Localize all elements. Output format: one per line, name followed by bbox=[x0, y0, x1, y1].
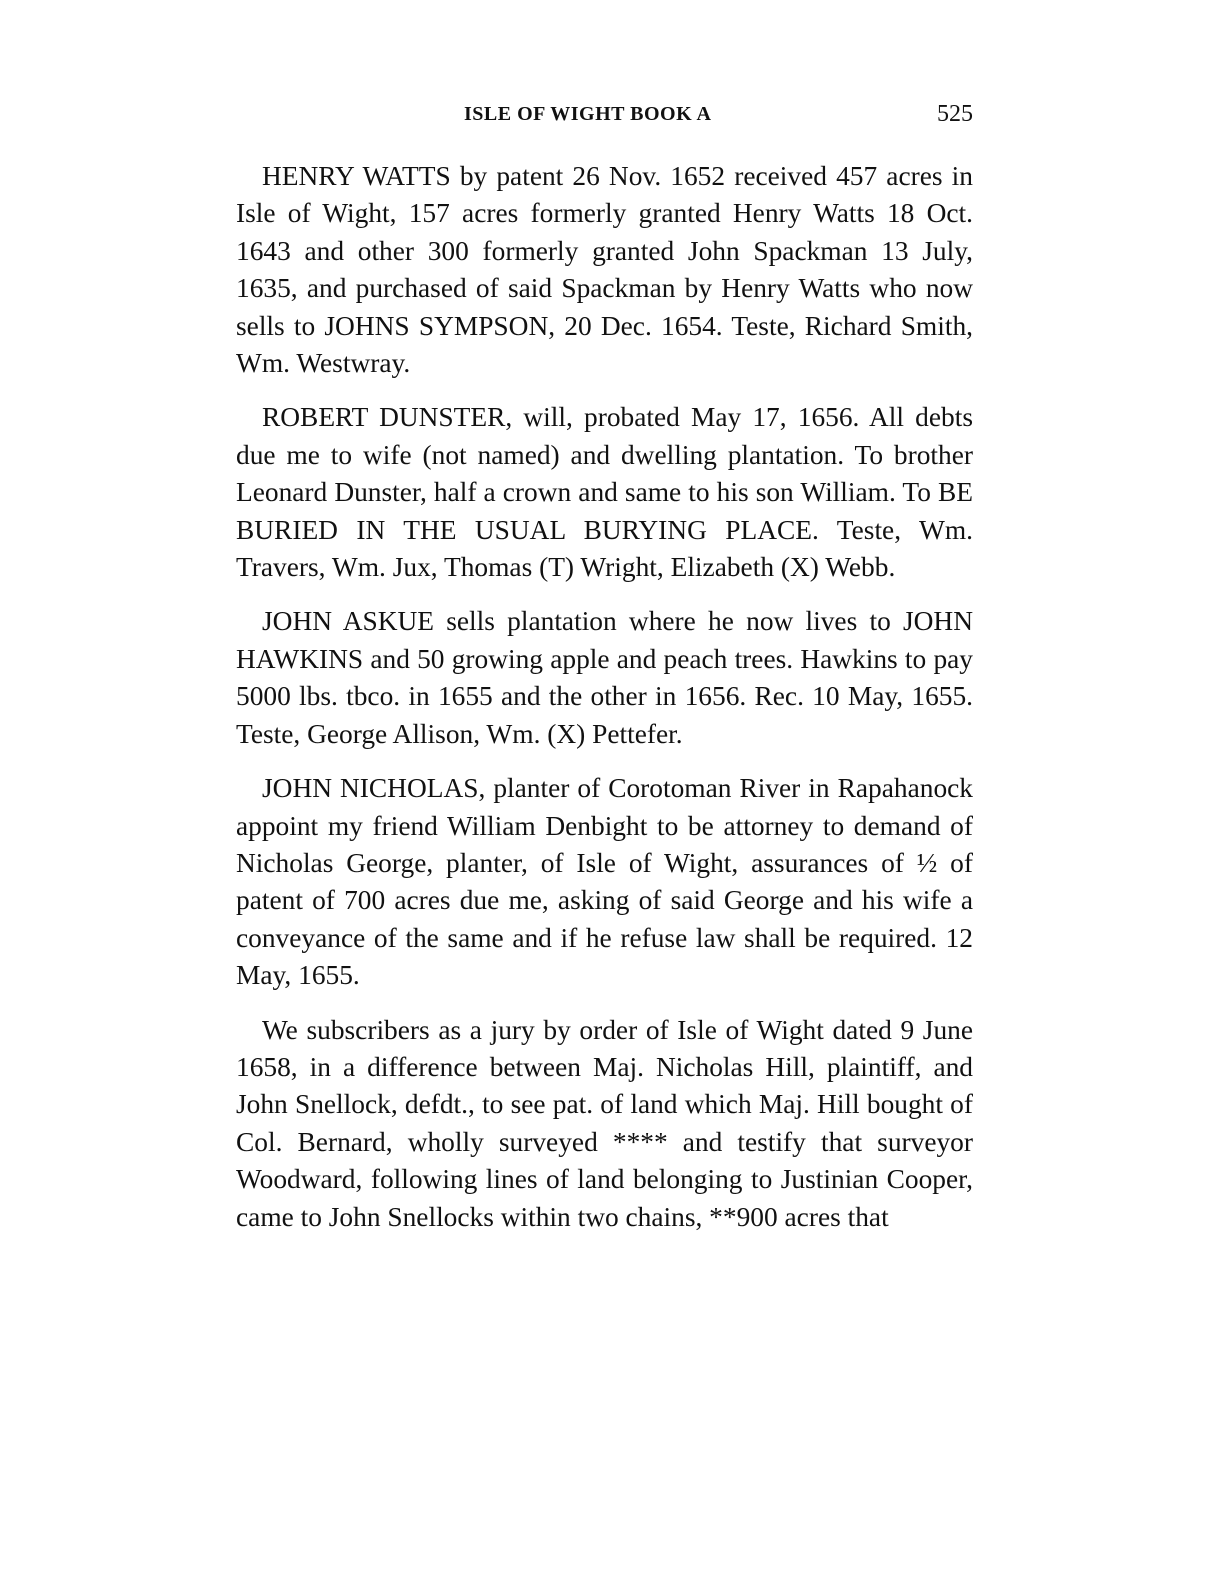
running-header bbox=[236, 96, 973, 136]
entry-robert-dunster: ROBERT DUNSTER, will, probated May 17, 1656. All debts due me to wife (not named) and dwelling plantation. To brother Leonard Dunster, half a crown and same to his son William. To BE BURIED IN THE USUAL BURYING PLACE. Teste, Wm. Travers, Wm. Jux, Thomas (T) Wright, Elizabeth (X) Webb. bbox=[236, 402, 973, 583]
page-number: 525 bbox=[937, 101, 973, 127]
entry-henry-watts: HENRY WATTS by patent 26 Nov. 1652 received 457 acres in Isle of Wight, 157 acres formerly granted Henry Watts 18 Oct. 1643 and other 300 formerly granted John Spackman 13 July, 1635, and purchased of said Spackman by Henry Watts who now sells to JOHNS SYMPSON, 20 Dec. 1654. Teste, Richard Smith, Wm. Westwray. bbox=[236, 161, 973, 379]
entry-john-askue: JOHN ASKUE sells plantation where he now lives to JOHN HAWKINS and 50 growing apple and peach trees. Hawkins to pay 5000 lbs. tbco. in 1655 and the other in 1656. Rec. 10 May, 1655. Teste, George Allison, Wm. (X) Pettefer. bbox=[236, 606, 973, 749]
book-page bbox=[236, 96, 973, 1253]
entry-john-nicholas: JOHN NICHOLAS, planter of Corotoman River in Rapahanock appoint my friend William Denbight to be attorney to demand of Nicholas George, planter, of Isle of Wight, assurances of ½ of patent of 700 acres due me, asking of said George and his wife a conveyance of the same and if he refuse law shall be required. 12 May, 1655. bbox=[236, 773, 973, 991]
running-title: ISLE OF WIGHT BOOK A bbox=[464, 103, 712, 125]
entry-jury-report: We subscribers as a jury by order of Isle of Wight dated 9 June 1658, in a difference between Maj. Nicholas Hill, plaintiff, and John Snellock, defdt., to see pat. of land which Maj. Hill bought of Col. Bernard, wholly surveyed **** and testify that surveyor Woodward, following lines of land belonging to Justinian Cooper, came to John Snellocks within two chains, **900 acres that bbox=[236, 1014, 973, 1232]
